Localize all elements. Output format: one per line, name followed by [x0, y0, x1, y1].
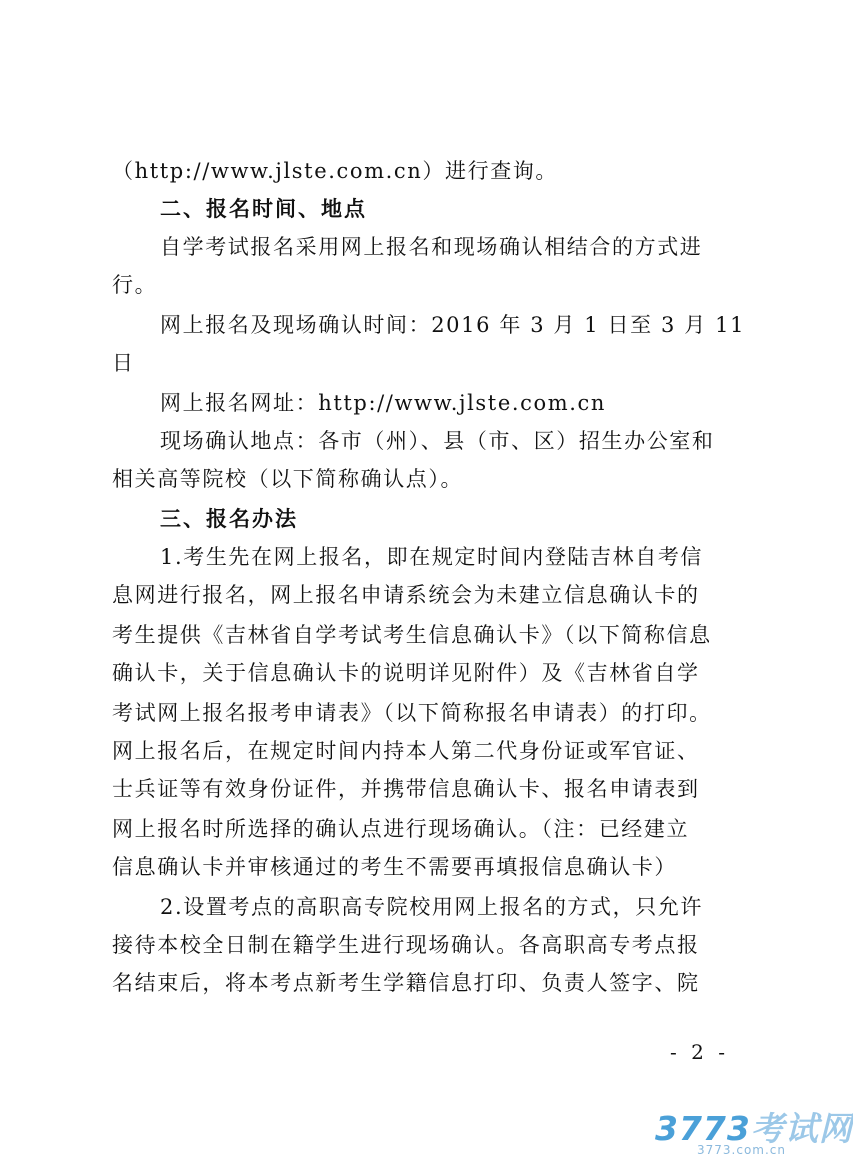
paragraph-line: 士兵证等有效身份证件，并携带信息确认卡、报名申请表到	[112, 777, 700, 801]
page-number: - 2 -	[670, 1040, 729, 1064]
paragraph-line: 考生提供《吉林省自学考试考生信息确认卡》（以下简称信息	[112, 623, 712, 647]
paragraph-line: 名结束后，将本考点新考生学籍信息打印、负责人签字、院	[112, 971, 700, 995]
paragraph-line: 息网进行报名，网上报名申请系统会为未建立信息确认卡的	[112, 583, 700, 607]
paragraph-line-confirmation-place: 现场确认地点：各市（州）、县（市、区）招生办公室和	[160, 429, 715, 453]
paragraph-line: 日	[112, 351, 135, 375]
watermark-brand-text: 考试网	[750, 1109, 853, 1148]
paragraph-line: 网上报名后，在规定时间内持本人第二代身份证或军官证、	[112, 739, 700, 763]
watermark-brand-number: 3773	[655, 1109, 751, 1148]
section-heading-time-place: 二、报名时间、地点	[160, 197, 367, 221]
paragraph-line: 确认卡，关于信息确认卡的说明详见附件）及《吉林省自学	[112, 661, 700, 685]
paragraph-line: 考试网上报名报考申请表》（以下简称报名申请表）的打印。	[112, 701, 712, 725]
paragraph-line: 相关高等院校（以下简称确认点）。	[112, 467, 464, 491]
paragraph-line-registration-url: 网上报名网址：http://www.jlste.com.cn	[160, 391, 607, 415]
paragraph-line: 接待本校全日制在籍学生进行现场确认。各高职高专考点报	[112, 933, 700, 957]
paragraph-line-registration-time: 网上报名及现场确认时间：2016 年 3 月 1 日至 3 月 11	[160, 313, 746, 337]
paragraph-line: 信息确认卡并审核通过的考生不需要再填报信息确认卡）	[112, 855, 677, 879]
watermark-url: 3773.com.cn	[697, 1143, 786, 1157]
paragraph-line: 行。	[112, 273, 158, 297]
paragraph-line-item-1: 1.考生先在网上报名，即在规定时间内登陆吉林自考信	[160, 545, 704, 569]
watermark-logo	[655, 1103, 853, 1163]
paragraph-line: 自学考试报名采用网上报名和现场确认相结合的方式进	[160, 235, 703, 259]
section-heading-registration-method: 三、报名办法	[160, 507, 298, 531]
paragraph-line-item-2: 2.设置考点的高职高专院校用网上报名的方式，只允许	[160, 895, 704, 919]
paragraph-line: 网上报名时所选择的确认点进行现场确认。（注：已经建立	[112, 817, 690, 841]
paragraph-line-url-query: （http://www.jlste.com.cn）进行查询。	[112, 159, 559, 183]
